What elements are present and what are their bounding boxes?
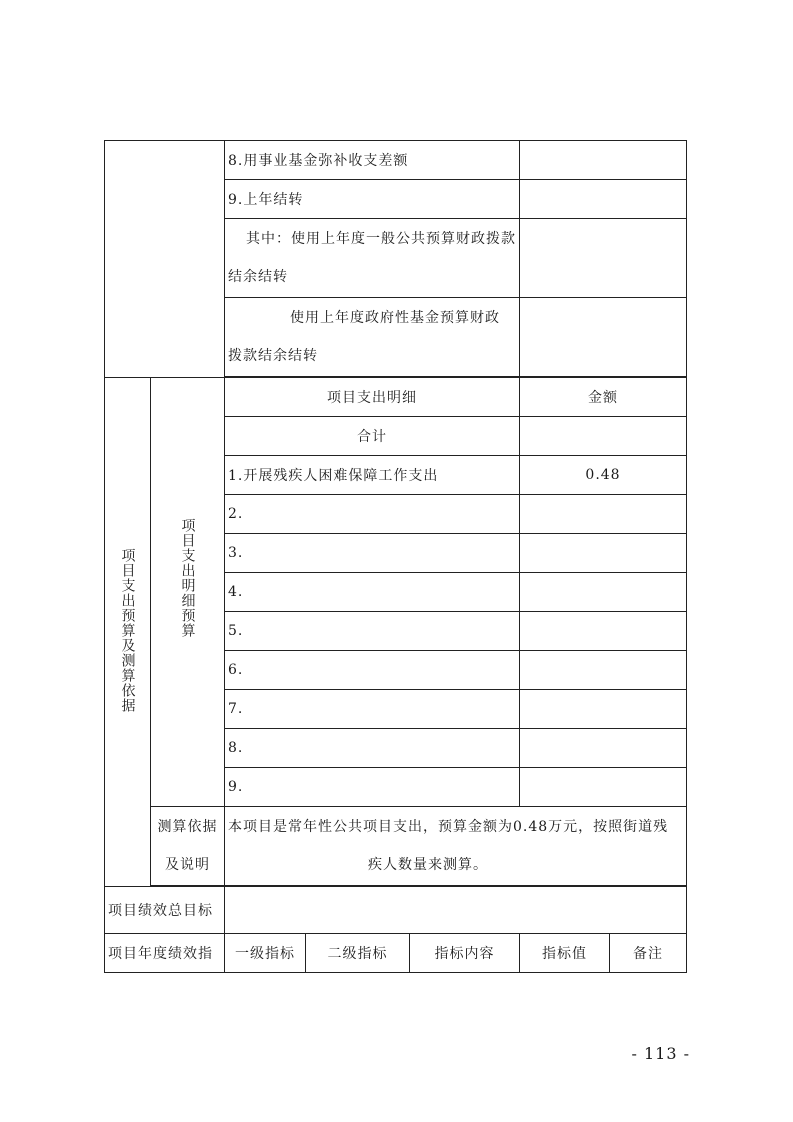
item-label: 6. — [225, 651, 520, 690]
item-value — [520, 690, 687, 729]
total-value — [520, 417, 687, 456]
funding-label-multiline — [225, 298, 520, 377]
indicator-label: 项目年度绩效指 — [105, 934, 225, 973]
expense-sub-label: 项目支出明细预算 — [179, 518, 196, 638]
funding-label-line1: 使用上年度政府性基金预算财政 — [290, 310, 500, 326]
funding-value — [520, 141, 687, 180]
item-value — [520, 729, 687, 768]
item-label: 7. — [225, 690, 520, 729]
item-label: 4. — [225, 573, 520, 612]
goal-label: 项目绩效总目标 — [105, 887, 225, 934]
goal-value — [225, 887, 687, 934]
funding-label: 8.用事业基金弥补收支差额 — [225, 141, 520, 180]
basis-label-line2: 及说明 — [165, 857, 210, 873]
item-value — [520, 573, 687, 612]
item-label: 8. — [225, 729, 520, 768]
item-value — [520, 651, 687, 690]
indicator-header-remark: 备注 — [610, 934, 687, 973]
funding-left-blank — [105, 141, 225, 378]
basis-text-line2: 疾人数量来测算。 — [368, 857, 488, 873]
expense-section-label-cell — [105, 378, 151, 887]
header-detail: 项目支出明细 — [225, 378, 520, 417]
expense-section-label: 项目支出预算及测算依据 — [119, 547, 136, 713]
header-amount: 金额 — [520, 378, 687, 417]
item-value — [520, 612, 687, 651]
item-label: 2. — [225, 495, 520, 534]
item-value — [520, 495, 687, 534]
item-label: 3. — [225, 534, 520, 573]
basis-label-line1: 测算依据 — [157, 819, 218, 835]
funding-label: 9.上年结转 — [225, 180, 520, 219]
item-label: 5. — [225, 612, 520, 651]
page-number: - 113 - — [631, 1044, 690, 1063]
basis-label-cell — [151, 807, 225, 886]
expense-sub-label-cell — [151, 378, 225, 807]
indicator-header-content: 指标内容 — [410, 934, 520, 973]
funding-label-multiline — [225, 219, 520, 298]
funding-label-line2: 结余结转 — [228, 269, 288, 285]
funding-value — [520, 180, 687, 219]
indicator-header-level1: 一级指标 — [225, 934, 306, 973]
basis-text-cell — [225, 807, 687, 886]
item-value: 0.48 — [520, 456, 687, 495]
indicator-header-level2: 二级指标 — [306, 934, 410, 973]
basis-row — [105, 807, 687, 886]
funding-label-line2: 拨款结余结转 — [228, 348, 318, 364]
funding-value — [520, 298, 687, 377]
funding-label-line1: 其中：使用上年度一般公共预算财政拨款 — [246, 231, 516, 247]
item-value — [520, 768, 687, 807]
budget-table — [104, 140, 687, 973]
indicator-header-value: 指标值 — [520, 934, 610, 973]
expense-header-row — [105, 378, 687, 417]
item-label: 1.开展残疾人困难保障工作支出 — [225, 456, 520, 495]
item-label: 9. — [225, 768, 520, 807]
funding-value — [520, 219, 687, 298]
item-value — [520, 534, 687, 573]
indicator-header-row — [105, 934, 687, 973]
basis-text-line1: 本项目是常年性公共项目支出，预算金额为0.48万元，按照街道残 — [228, 819, 669, 835]
goal-row — [105, 887, 687, 934]
total-label: 合计 — [225, 417, 520, 456]
funding-row — [105, 141, 687, 180]
